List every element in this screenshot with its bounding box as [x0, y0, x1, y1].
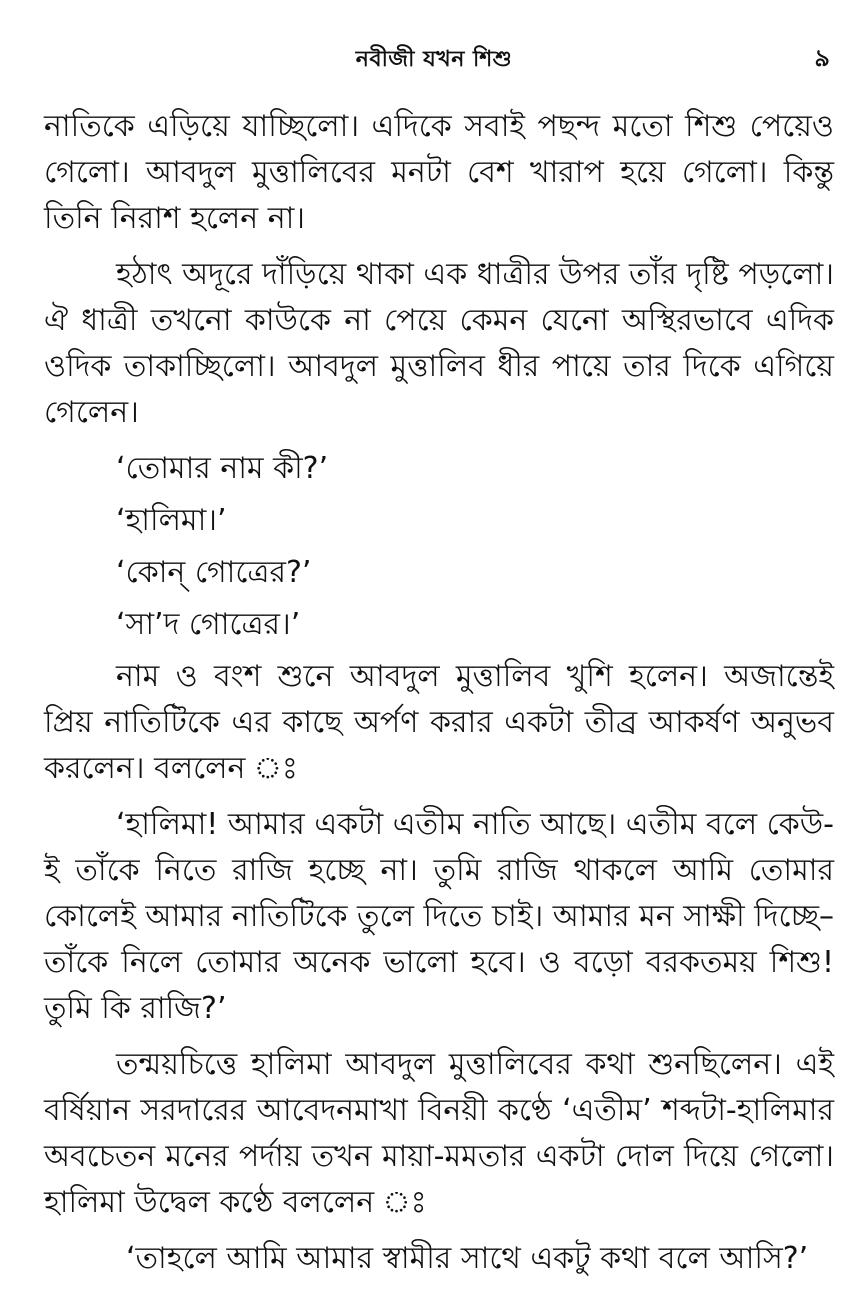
paragraph-6: ‘তাহলে আমি আমার স্বামীর সাথে একটু কথা বলে আসি?’	[126, 1241, 809, 1276]
dialogue-line-2: ‘হালিমা।’	[116, 503, 227, 538]
paragraph-2: হঠাৎ অদূরে দাঁড়িয়ে থাকা এক ধাত্রীর উপর তাঁর দৃষ্টি পড়লো। ঐ ধাত্রী তখনো কাউকে না পেয়ে কেমন যেনো অস্থিরভাবে এদিক ওদিক তাকাচ্ছিলো। আবদুল মুত্তালিব ধীর পায়ে তার দিকে এগিয়ে গেলেন।	[44, 257, 834, 430]
body-text	[44, 104, 834, 1292]
paragraph-3: নাম ও বংশ শুনে আবদুল মুত্তালিব খুশি হলেন। অজান্তেই প্রিয় নাতিটিকে এর কাছে অর্পণ করার একটা তীব্র আকর্ষণ অনুভব করলেন। বললেন ঃ	[44, 659, 834, 786]
dialogue-line-1: ‘তোমার নাম কী?’	[116, 451, 329, 486]
running-header-title: নবীজী যখন শিশু	[355, 47, 513, 72]
dialogue-line-3: ‘কোন্ গোত্রের?’	[116, 555, 312, 590]
dialogue-line-4: ‘সা’দ গোত্রের।’	[116, 607, 301, 642]
paragraph-4: ‘হালিমা! আমার একটা এতীম নাতি আছে। এতীম বলে কেউ-ই তাঁকে নিতে রাজি হচ্ছে না। তুমি রাজি থাকলে আমি তোমার কোলেই আমার নাতিটিকে তুলে দিতে চাই। আমার মন সাক্ষী দিচ্ছে– তাঁকে নিলে তোমার অনেক ভালো হবে। ও বড়ো বরকতময় শিশু! তুমি কি রাজি?’	[44, 807, 834, 1026]
paragraph-1: নাতিকে এড়িয়ে যাচ্ছিলো। এদিকে সবাই পছন্দ মতো শিশু পেয়েও গেলো। আবদুল মুত্তালিবের মনটা বেশ খারাপ হয়ে গেলো। কিন্তু তিনি নিরাশ হলেন না।	[44, 109, 834, 236]
paragraph-5: তন্ময়চিত্তে হালিমা আবদুল মুত্তালিবের কথা শুনছিলেন। এই বর্ষিয়ান সরদারের আবেদনমাখা বিনয়ী কণ্ঠে ‘এতীম’ শব্দটা-হালিমার অবচেতন মনের পর্দায় তখন মায়া-মমতার একটা দোল দিয়ে গেলো। হালিমা উদ্বেল কণ্ঠে বললেন ঃ	[44, 1047, 834, 1220]
page-number: ৯	[814, 44, 830, 72]
